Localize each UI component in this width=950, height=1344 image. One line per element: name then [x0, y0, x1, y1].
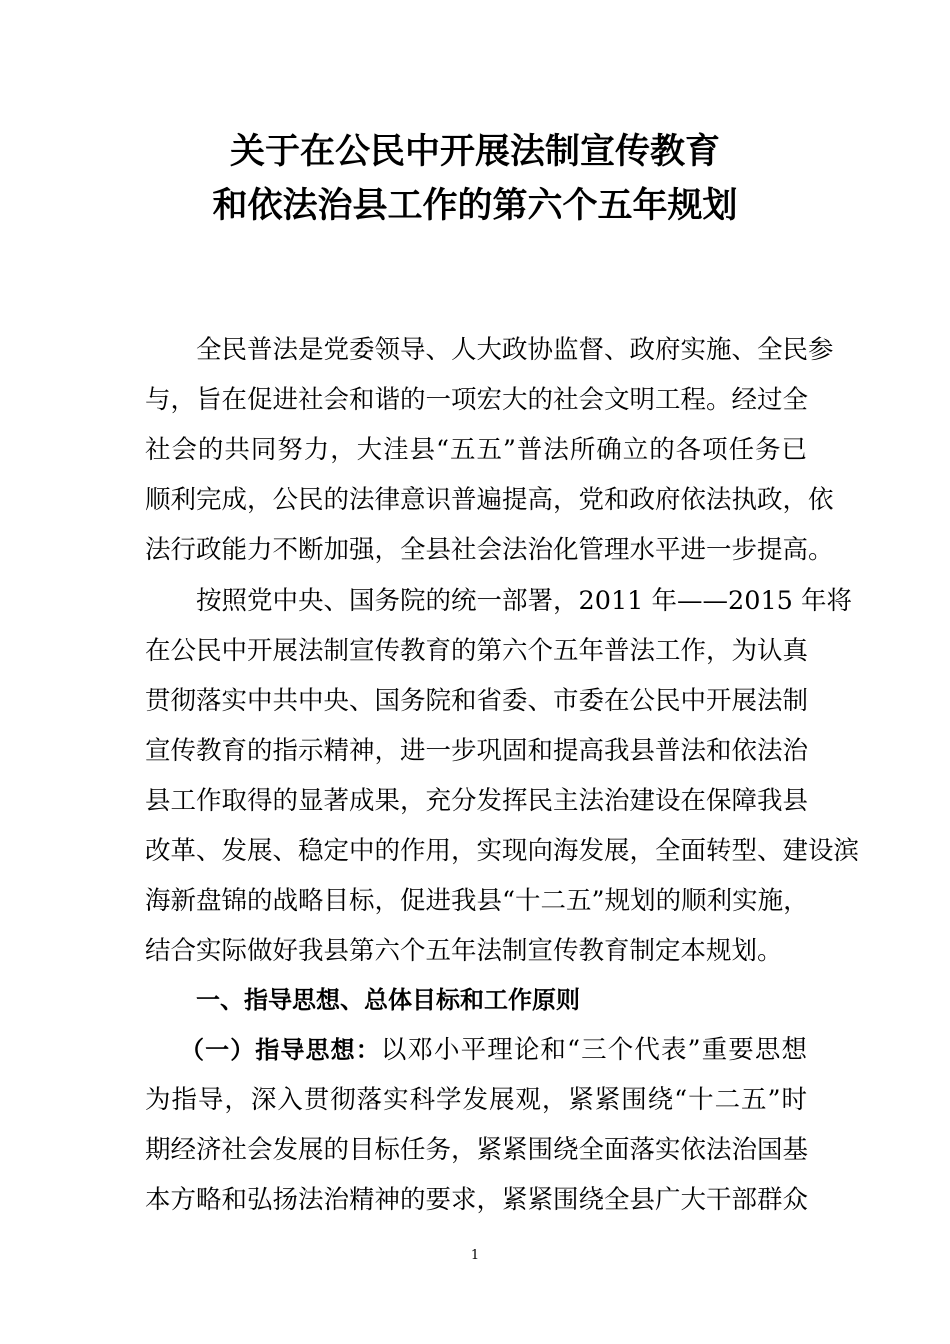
paragraph-2-line: 按照党中央、国务院的统一部署，2011 年——2015 年将 — [196, 586, 853, 616]
subsection-first-line-text: 以邓小平理论和“三个代表”重要思想 — [380, 1035, 808, 1065]
paragraph-1-line: 顺利完成，公民的法律意识普遍提高，党和政府依法执政，依 — [145, 485, 834, 515]
paragraph-2-line: 宣传教育的指示精神，进一步巩固和提高我县普法和依法治 — [145, 736, 809, 766]
paragraph-1-line: 法行政能力不断加强，全县社会法治化管理水平进一步提高。 — [145, 535, 834, 565]
subsection-line: 为指导，深入贯彻落实科学发展观，紧紧围绕“十二五”时 — [145, 1085, 807, 1115]
subsection-label: （一）指导思想： — [180, 1036, 381, 1064]
paragraph-1-line: 社会的共同努力，大洼县“五五”普法所确立的各项任务已 — [145, 435, 807, 465]
document-title-line-2: 和依法治县工作的第六个五年规划 — [212, 186, 738, 226]
section-heading: 一、指导思想、总体目标和工作原则 — [196, 986, 580, 1014]
paragraph-2-line: 县工作取得的显著成果，充分发挥民主法治建设在保障我县 — [145, 786, 809, 816]
subsection-first-line — [180, 1030, 807, 1070]
paragraph-2-line: 在公民中开展法制宣传教育的第六个五年普法工作，为认真 — [145, 636, 809, 666]
paragraph-1-line: 与，旨在促进社会和谐的一项宏大的社会文明工程。经过全 — [145, 385, 809, 415]
subsection-line: 本方略和弘扬法治精神的要求，紧紧围绕全县广大干部群众 — [145, 1185, 809, 1215]
paragraph-2-line: 海新盘锦的战略目标，促进我县“十二五”规划的顺利实施， — [145, 886, 809, 916]
paragraph-2-line: 贯彻落实中共中央、国务院和省委、市委在公民中开展法制 — [145, 686, 809, 716]
paragraph-1-line: 全民普法是党委领导、人大政协监督、政府实施、全民参 — [196, 335, 834, 365]
page-number: 1 — [470, 1248, 480, 1263]
document-title-line-1: 关于在公民中开展法制宣传教育 — [229, 132, 720, 172]
subsection-line: 期经济社会发展的目标任务，紧紧围绕全面落实依法治国基 — [145, 1135, 809, 1165]
paragraph-2-line: 结合实际做好我县第六个五年法制宣传教育制定本规划。 — [145, 936, 783, 966]
paragraph-2-line: 改革、发展、稳定中的作用，实现向海发展，全面转型、建设滨 — [145, 836, 860, 866]
